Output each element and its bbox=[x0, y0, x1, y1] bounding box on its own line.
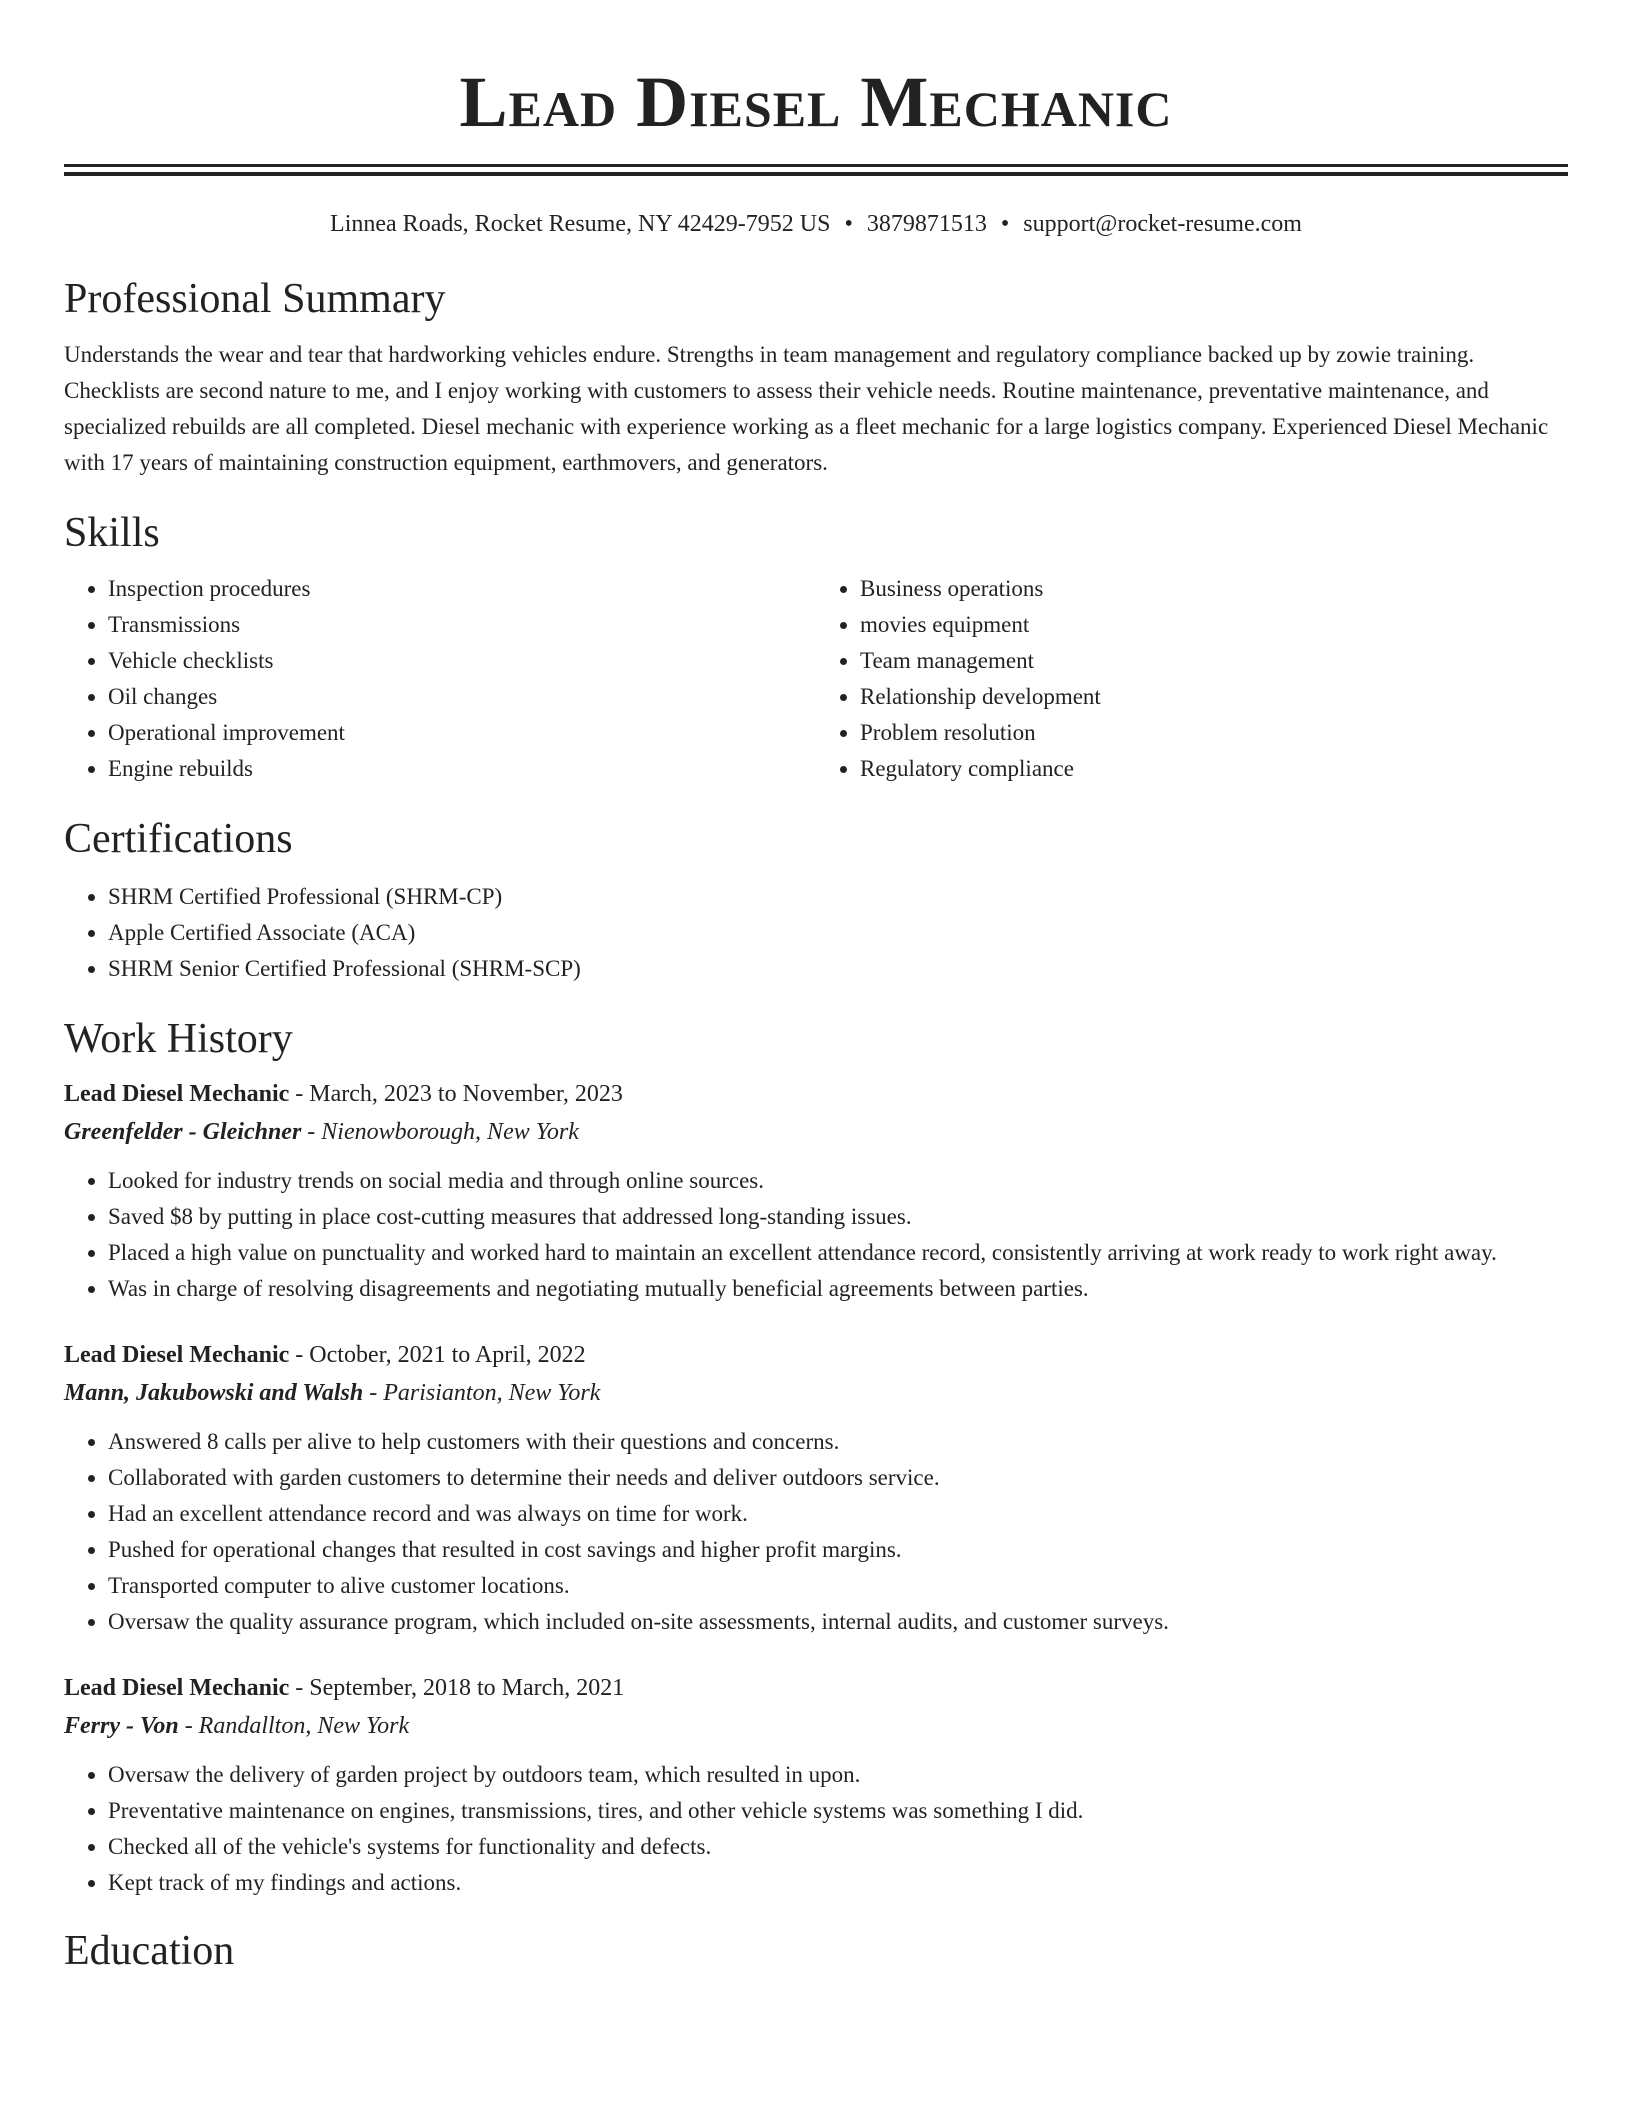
job-location: - Randallton, New York bbox=[178, 1713, 410, 1739]
job-entry bbox=[64, 1336, 1568, 1640]
job-company-line bbox=[64, 1707, 1568, 1745]
job-bullets bbox=[64, 1424, 1568, 1640]
job-title-line bbox=[64, 1075, 1568, 1113]
skill-item: • Inspection procedures bbox=[108, 571, 816, 607]
skills-columns bbox=[64, 571, 1568, 787]
skill-item: • Team management bbox=[860, 643, 1568, 679]
job-dates: - September, 2018 to March, 2021 bbox=[289, 1675, 625, 1701]
certification-item: • SHRM Senior Certified Professional (SHRM-SCP) bbox=[108, 951, 1568, 987]
job-entry bbox=[64, 1669, 1568, 1901]
job-location: - Parisianton, New York bbox=[363, 1380, 601, 1406]
job-dates: - March, 2023 to November, 2023 bbox=[289, 1081, 623, 1107]
skills-section bbox=[64, 507, 1568, 787]
certifications-section bbox=[64, 813, 1568, 987]
job-title: Lead Diesel Mechanic bbox=[64, 1342, 290, 1368]
job-title: Lead Diesel Mechanic bbox=[64, 1081, 290, 1107]
skill-item: • movies equipment bbox=[860, 607, 1568, 643]
job-bullet: • Had an excellent attendance record and was always on time for work. bbox=[108, 1496, 1568, 1532]
job-company: Greenfelder - Gleichner bbox=[64, 1119, 302, 1145]
resume-title: Lead Diesel Mechanic bbox=[459, 62, 1173, 142]
job-bullet: • Saved $8 by putting in place cost-cutting measures that addressed long-standing issues. bbox=[108, 1199, 1568, 1235]
job-company-line bbox=[64, 1374, 1568, 1412]
job-title-line bbox=[64, 1336, 1568, 1374]
skill-item: • Business operations bbox=[860, 571, 1568, 607]
skill-item: • Regulatory compliance bbox=[860, 751, 1568, 787]
work-history-section bbox=[64, 1013, 1568, 1901]
contact-line bbox=[64, 209, 1568, 239]
job-location: - Nienowborough, New York bbox=[301, 1119, 579, 1145]
contact-separator: • bbox=[844, 211, 853, 237]
summary-section bbox=[64, 273, 1568, 481]
summary-text: Understands the wear and tear that hardworking vehicles endure. Strengths in team management and regulatory compliance backed up by zowie training. Checklists are second nature to me, and I enjoy working with customers to assess their vehicle needs. Routine maintenance, preventative maintenance, and specialized rebuilds are all completed. Diesel mechanic with experience working as a fleet mechanic for a large logistics company. Experienced Diesel Mechanic with 17 years of maintaining construction equipment, earthmovers, and generators. bbox=[64, 342, 1549, 475]
job-bullet: • Oversaw the delivery of garden project by outdoors team, which resulted in upon. bbox=[108, 1757, 1568, 1793]
skill-item: • Operational improvement bbox=[108, 715, 816, 751]
job-bullet: • Answered 8 calls per alive to help customers with their questions and concerns. bbox=[108, 1424, 1568, 1460]
education-section bbox=[64, 1925, 1568, 1977]
skills-list-left bbox=[64, 571, 816, 787]
certification-item: • Apple Certified Associate (ACA) bbox=[108, 915, 1568, 951]
skill-item: • Oil changes bbox=[108, 679, 816, 715]
contact-address: Linnea Roads, Rocket Resume, NY 42429-7952 US bbox=[330, 211, 831, 237]
skill-item: • Relationship development bbox=[860, 679, 1568, 715]
job-dates: - October, 2021 to April, 2022 bbox=[289, 1342, 586, 1368]
certifications-heading: Certifications bbox=[64, 816, 293, 862]
job-bullet: • Oversaw the quality assurance program, which included on-site assessments, internal audits, and customer surveys. bbox=[108, 1604, 1568, 1640]
certification-item: • SHRM Certified Professional (SHRM-CP) bbox=[108, 879, 1568, 915]
job-bullet: • Checked all of the vehicle's systems for functionality and defects. bbox=[108, 1829, 1568, 1865]
job-bullet: • Preventative maintenance on engines, transmissions, tires, and other vehicle systems was something I did. bbox=[108, 1793, 1568, 1829]
skill-item: • Engine rebuilds bbox=[108, 751, 816, 787]
job-bullet: • Looked for industry trends on social media and through online sources. bbox=[108, 1163, 1568, 1199]
job-company: Mann, Jakubowski and Walsh bbox=[64, 1380, 364, 1406]
contact-separator: • bbox=[1000, 211, 1010, 237]
job-title: Lead Diesel Mechanic bbox=[64, 1675, 290, 1701]
job-title-line bbox=[64, 1669, 1568, 1707]
education-heading: Education bbox=[64, 1928, 235, 1974]
job-bullet: • Transported computer to alive customer locations. bbox=[108, 1568, 1568, 1604]
title-divider bbox=[64, 164, 1568, 176]
job-bullets bbox=[64, 1757, 1568, 1901]
skill-item: • Vehicle checklists bbox=[108, 643, 816, 679]
job-entry bbox=[64, 1075, 1568, 1307]
job-bullet: • Kept track of my findings and actions. bbox=[108, 1865, 1568, 1901]
skill-item: • Problem resolution bbox=[860, 715, 1568, 751]
job-bullet: • Collaborated with garden customers to determine their needs and deliver outdoors service. bbox=[108, 1460, 1568, 1496]
job-company-line bbox=[64, 1113, 1568, 1151]
job-bullets bbox=[64, 1163, 1568, 1307]
certifications-list bbox=[64, 879, 1568, 987]
job-bullet: • Pushed for operational changes that resulted in cost savings and higher profit margins. bbox=[108, 1532, 1568, 1568]
summary-heading: Professional Summary bbox=[64, 276, 446, 322]
job-bullet: • Was in charge of resolving disagreements and negotiating mutually beneficial agreements between parties. bbox=[108, 1271, 1568, 1307]
skill-item: • Transmissions bbox=[108, 607, 816, 643]
work-history-heading: Work History bbox=[64, 1016, 293, 1062]
contact-phone: 3879871513 bbox=[866, 211, 987, 237]
skills-heading: Skills bbox=[64, 510, 160, 556]
job-bullet: • Placed a high value on punctuality and worked hard to maintain an excellent attendance record, consistently arriving at work ready to work right away. bbox=[108, 1235, 1568, 1271]
skills-list-right bbox=[816, 571, 1568, 787]
job-company: Ferry - Von bbox=[64, 1713, 179, 1739]
contact-email: support@rocket-resume.com bbox=[1023, 211, 1302, 237]
